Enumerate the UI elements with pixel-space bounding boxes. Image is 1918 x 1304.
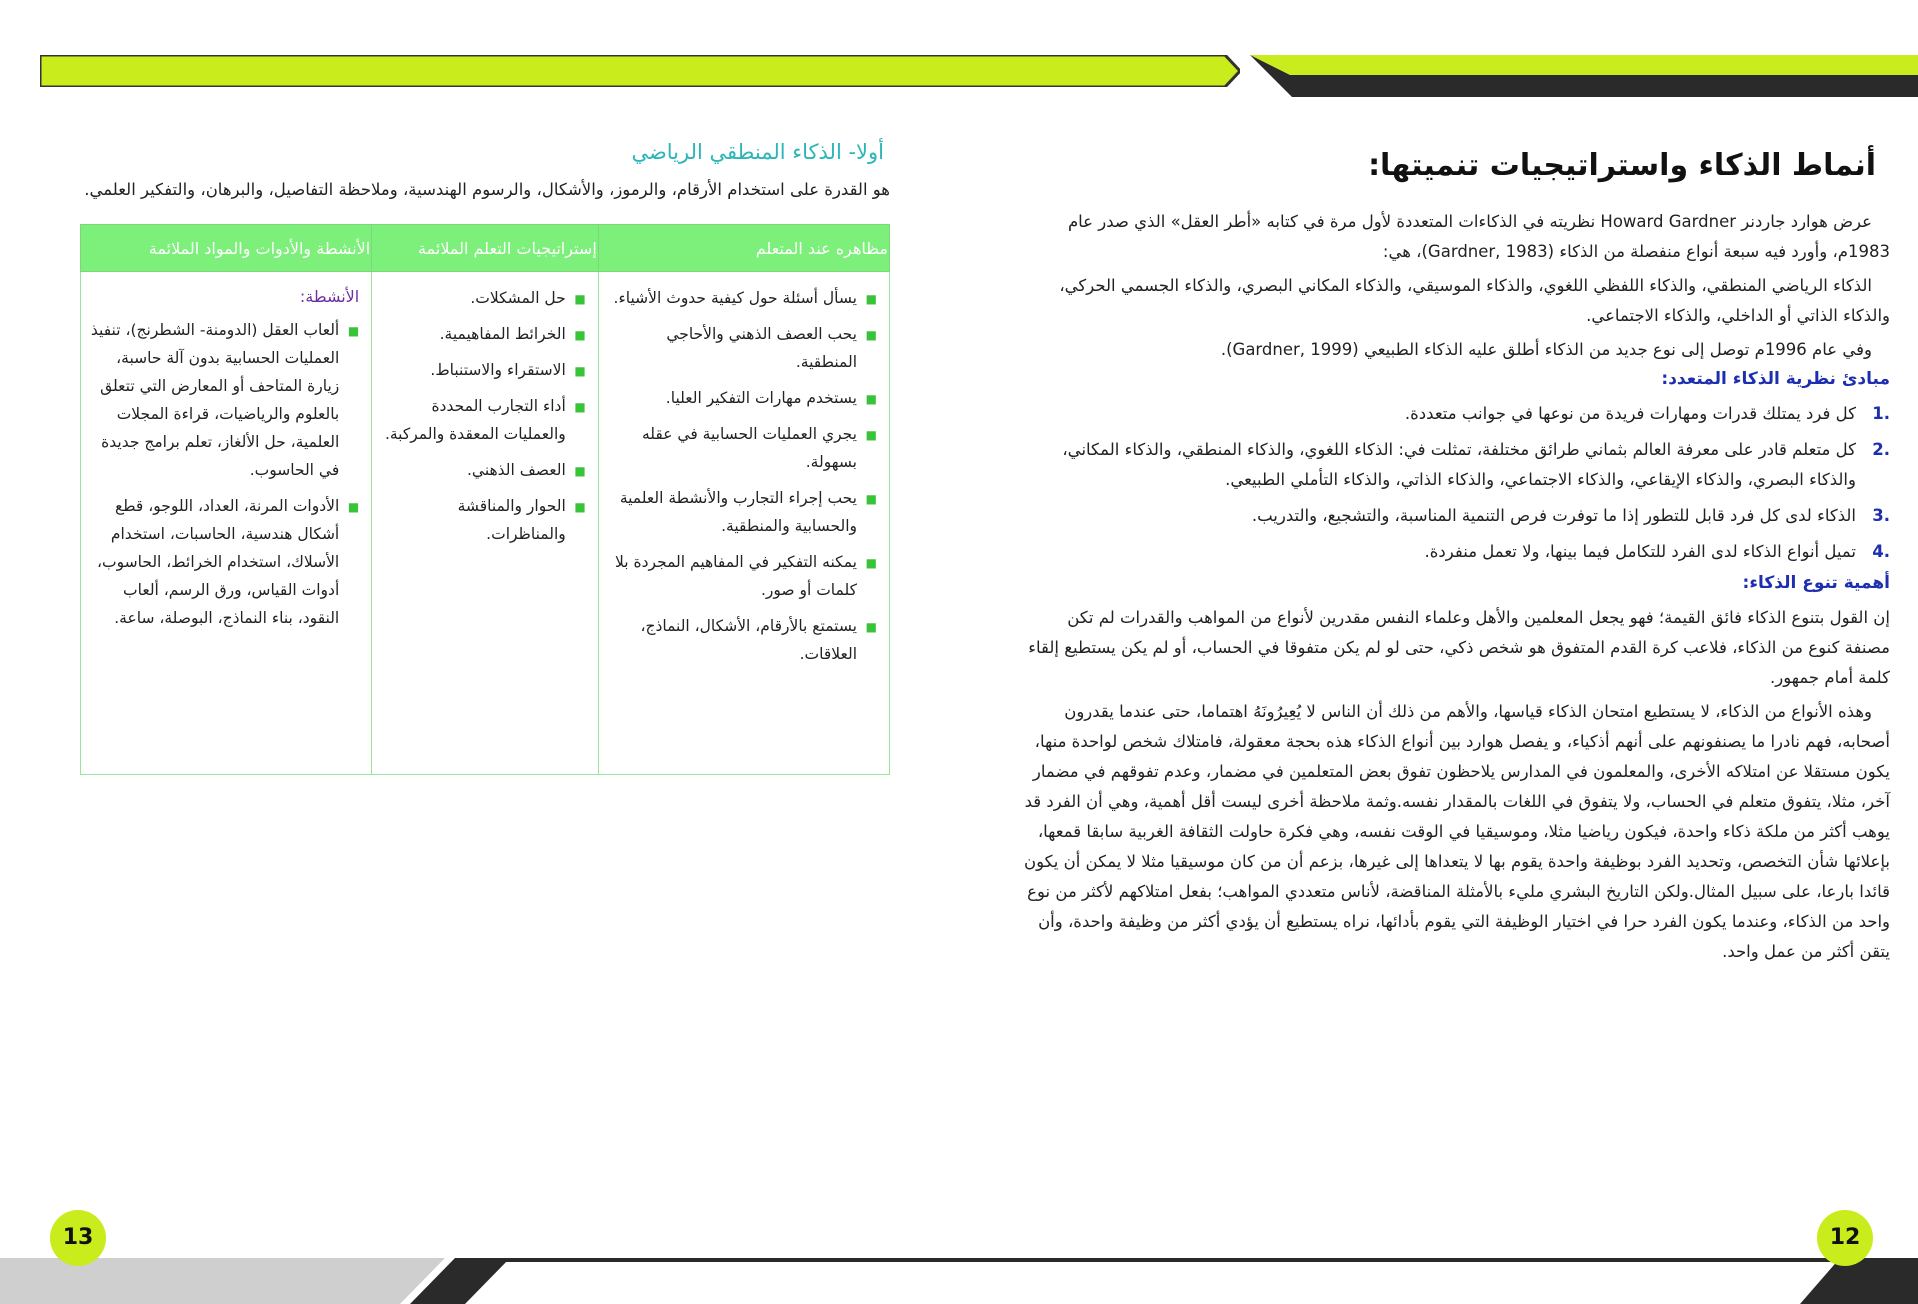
importance-paragraph-1: إن القول بتنوع الذكاء فائق القيمة؛ فهو يجعل المعلمين والأهل وعلماء النفس مقدرين لأنواع من المواهب والقدرات لم تكن مصنفة كنوع من الذكاء، فلاعب كرة القدم المتفوق هو شخص ذكي، حتى لو لم يكن متفوقا في الحساب، أو لم يكن يستطيع إلقاء كلمة أمام جمهور.	[1028, 608, 1890, 687]
principle-item	[1020, 537, 1890, 567]
page-number-left: 13	[50, 1210, 106, 1266]
bullet-icon: ■	[865, 620, 877, 634]
list-item: ■ ألعاب العقل (الدومنة- الشطرنج)، تنفيذ العمليات الحسابية بدون آلة حاسبة، زيارة المتاحف أو المعارض التي تتعلق بالعلوم والرياضيات، قراءة المجلات العلمية، حل الألغاز، تعلم برامج جديدة في الحاسوب.	[87, 316, 361, 484]
bullet-icon: ■	[574, 500, 586, 514]
bullet-icon: ■	[574, 364, 586, 378]
list-item: ■ الاستقراء والاستنباط.	[378, 356, 588, 384]
list-item: ■ يسأل أسئلة حول كيفية حدوث الأشياء.	[605, 284, 879, 312]
bullet-icon: ■	[347, 324, 360, 338]
top-green-bar-right	[1250, 55, 1918, 97]
list-item: ■ يمكنه التفكير في المفاهيم المجردة بلا كلمات أو صور.	[605, 548, 879, 604]
principle-number: .3	[1872, 506, 1890, 525]
bullet-icon: ■	[865, 428, 877, 442]
activities-title: الأنشطة:	[299, 287, 360, 306]
list-item: ■ الحوار والمناقشة والمناظرات.	[378, 492, 588, 548]
principle-text: كل فرد يمتلك قدرات ومهارات فريدة من نوعها في جوانب متعددة.	[1404, 404, 1856, 423]
bottom-decoration	[0, 1248, 1918, 1304]
traits-list	[605, 284, 879, 668]
intro-paragraph-3: وفي عام 1996م توصل إلى نوع جديد من الذكاء أطلق عليه الذكاء الطبيعي (Gardner, 1999).	[1220, 340, 1872, 359]
principle-item	[1020, 399, 1890, 429]
principle-item	[1020, 435, 1890, 495]
strategies-list	[378, 284, 588, 548]
activities-list	[87, 316, 361, 632]
list-item: ■ يحب إجراء التجارب والأنشطة العلمية والحسابية والمنطقية.	[605, 484, 879, 540]
principle-text: الذكاء لدى كل فرد قابل للتطور إذا ما توفرت فرص التنمية المناسبة، والتشجيع، والتدريب.	[1251, 506, 1856, 525]
table-cell-learner-traits	[598, 272, 889, 775]
table-header-strategies: إستراتيجيات التعلم الملائمة	[372, 225, 599, 272]
table-cell-strategies	[372, 272, 599, 775]
bullet-icon: ■	[574, 400, 586, 414]
list-item: ■ يستخدم مهارات التفكير العليا.	[605, 384, 879, 412]
table-header-activities: الأنشطة والأدوات والمواد الملائمة	[81, 225, 372, 272]
bullet-icon: ■	[865, 556, 877, 570]
bullet-icon: ■	[574, 328, 586, 342]
importance-heading: أهمية تنوع الذكاء:	[1742, 573, 1890, 593]
bullet-icon: ■	[574, 464, 586, 478]
top-green-bar-left	[40, 55, 1240, 87]
table-cell-activities	[81, 272, 372, 775]
list-item: ■ يستمتع بالأرقام، الأشكال، النماذج، العلاقات.	[605, 612, 879, 668]
list-item: ■ العصف الذهني.	[378, 456, 588, 484]
bullet-icon: ■	[865, 392, 877, 406]
principle-number: .2	[1872, 440, 1890, 459]
bullet-icon: ■	[865, 292, 877, 306]
importance-paragraph-2: وهذه الأنواع من الذكاء، لا يستطيع امتحان الذكاء قياسها، والأهم من ذلك أن الناس لا يُعِيرُونَهُ اهتماما، حتى عندما يقدرون أصحابه، فهم نادرا ما يصنفونهم على أنهم أذكياء، و يفصل هوارد بين أنواع الذكاء هذه بحجة معقولة، فامتلاك شخص لواحدة منها، يكون مستقلا عن امتلاكه الأخرى، والمعلمون في المدارس يلاحظون تفوق بعض المتعلمين في مضمار، وعدم تفوقهم في مضمار آخر، مثلا، يتفوق متعلم في الحساب، ولا يتفوق في اللغات بالمقدار نفسه.وثمة ملاحظة أخرى ليست أقل أهمية، وهي أن الفرد قد يوهب أكثر من ملكة ذكاء واحدة، فيكون رياضيا مثلا، وموسيقيا في الوقت نفسه، وهي فكرة حاولت الثقافة الغربية سابقا قمعها، بإعلائها شأن التخصص، وتحديد الفرد بوظيفة واحدة يقوم بها لا يتعداها إلى غيرها، بزعم أن من كان موسيقيا مثلا لا يمكن أن يكون قائدا بارعا، على سبيل المثال.ولكن التاريخ البشري مليء بالأمثلة المناقضة، لأناس متعددي المواهب؛ بفعل امتلاكهم لأكثر من نوع واحد من الذكاء، وعندما يكون الفرد حرا في اختيار الوظيفة التي يقوم بأدائها، نراه يستطيع أن يؤدي أكثر من وظيفة واحدة، وأن يتقن أكثر من عمل واحد.	[1023, 702, 1890, 961]
bullet-icon: ■	[865, 328, 877, 342]
list-item: ■ الأدوات المرنة، العداد، اللوجو، قطع أشكال هندسية، الحاسبات، استخدام الأسلاك، استخدام الخرائط، الحاسوب، أدوات القياس، ورق الرسم، ألعاب النقود، بناء النماذج، البوصلة، ساعة.	[87, 492, 361, 632]
intro-paragraph-1: عرض هوارد جاردنر Howard Gardner نظريته في الذكاءات المتعددة لأول مرة في كتابه «أطر العقل» الذي صدر عام 1983م، وأورد فيه سبعة أنواع منفصلة من الذكاء (Gardner, 1983)، هي:	[1067, 212, 1890, 261]
principle-item	[1020, 501, 1890, 531]
principles-list	[1020, 399, 1890, 567]
principle-text: تميل أنواع الذكاء لدى الفرد للتكامل فيما بينها، ولا تعمل منفردة.	[1424, 542, 1856, 561]
table-header-learner-traits: مظاهره عند المتعلم	[598, 225, 889, 272]
principle-number: .4	[1872, 542, 1890, 561]
list-item: ■ يحب العصف الذهني والأحاجي المنطقية.	[605, 320, 879, 376]
principles-heading: مبادئ نظرية الذكاء المتعدد:	[1661, 369, 1890, 389]
section-heading: أولا- الذكاء المنطقي الرياضي	[631, 140, 884, 164]
list-item: ■ حل المشكلات.	[378, 284, 588, 312]
list-item: ■ يجري العمليات الحسابية في عقله بسهولة.	[605, 420, 879, 476]
bullet-icon: ■	[347, 500, 360, 514]
intro-paragraph-2: الذكاء الرياضي المنطقي، والذكاء اللفظي اللغوي، والذكاء الموسيقي، والذكاء المكاني البصري، والذكاء الجسمي الحركي، والذكاء الذاتي أو الداخلي، والذكاء الاجتماعي.	[1059, 276, 1890, 325]
list-item: ■ أداء التجارب المحددة والعمليات المعقدة والمركبة.	[378, 392, 588, 448]
list-item: ■ الخرائط المفاهيمية.	[378, 320, 588, 348]
left-page	[80, 140, 890, 775]
principle-text: كل متعلم قادر على معرفة العالم بثماني طرائق مختلفة، تمثلت في: الذكاء اللغوي، والذكاء المنطقي، والذكاء المكاني، والذكاء البصري، والذكاء الإيقاعي، والذكاء الاجتماعي، والذكاء الذاتي، والذكاء التأملي الطبيعي.	[1062, 440, 1856, 489]
section-intro: هو القدرة على استخدام الأرقام، والرموز، والأشكال، والرسوم الهندسية، وملاحظة التفاصيل، والبرهان، والتفكير العلمي.	[84, 180, 890, 199]
bullet-icon: ■	[865, 492, 877, 506]
right-page	[1020, 140, 1890, 971]
principle-number: .1	[1872, 404, 1890, 423]
bullet-icon: ■	[574, 292, 586, 306]
intelligence-table	[80, 224, 890, 775]
page-number-right: 12	[1817, 1210, 1873, 1266]
page-title: أنماط الذكاء واستراتيجيات تنميتها:	[1368, 148, 1876, 183]
